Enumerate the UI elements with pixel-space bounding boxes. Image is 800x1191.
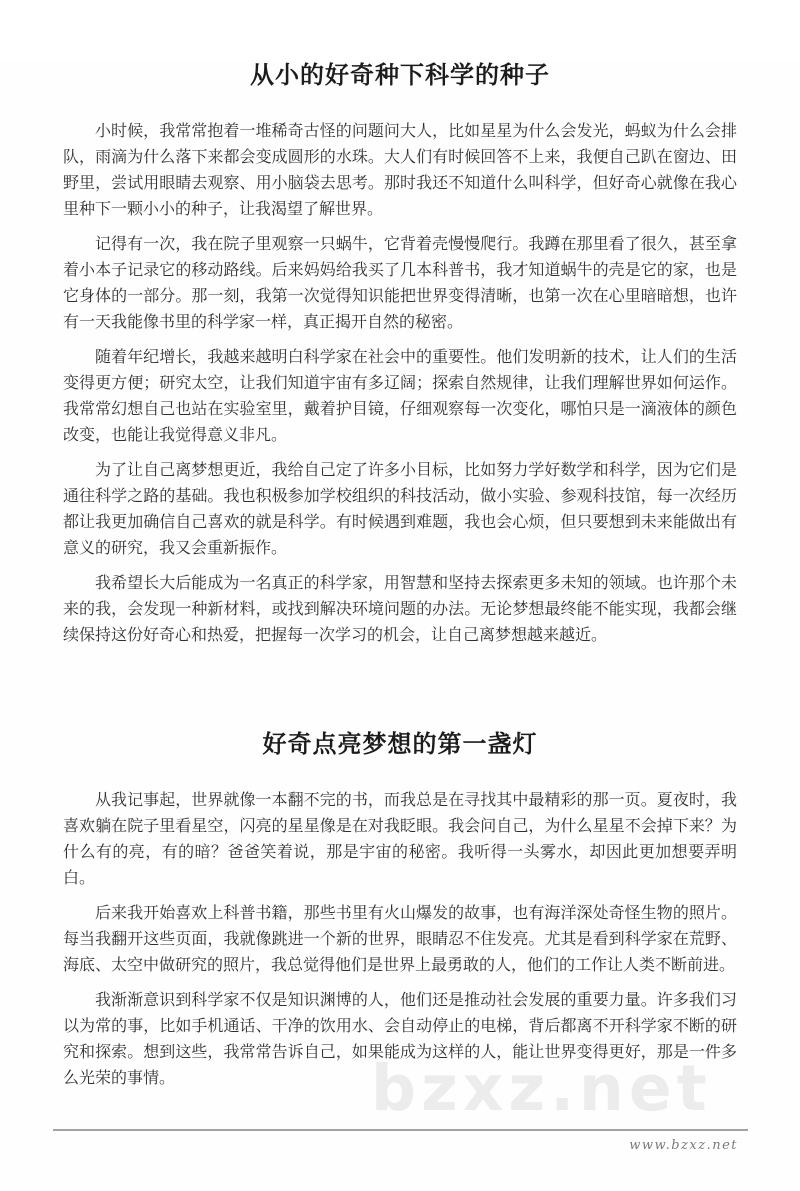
essay-section-1 — [63, 60, 737, 649]
essay-section-2 — [63, 729, 737, 1092]
essay-2-title: 好奇点亮梦想的第一盏灯 — [262, 731, 538, 758]
paragraph: 小时候，我常常抱着一堆稀奇古怪的问题问大人，比如星星为什么会发光，蚂蚁为什么会排队，雨滴为什么落下来都会变成圆形的水珠。大人们有时候回答不上来，我便自己趴在窗边、田野里，尝试用眼睛去观察、用小脑袋去思考。那时我还不知道什么叫科学，但好奇心就像在我心里种下一颗小小的种子，让我渴望了解世界。 — [63, 123, 737, 218]
paragraph: 后来我开始喜欢上科普书籍，那些书里有火山爆发的故事，也有海洋深处奇怪生物的照片。每当我翻开这些页面，我就像跳进一个新的世界，眼睛忍不住发亮。尤其是看到科学家在荒野、海底、太空中做研究的照片，我总觉得他们是世界上最勇敢的人，他们的工作让人类不断前进。 — [63, 905, 737, 974]
footer-url: www.bzxz.net — [629, 1138, 738, 1153]
page-content — [0, 60, 800, 1092]
essay-1-title: 从小的好奇种下科学的种子 — [250, 62, 550, 89]
paragraph: 我渐渐意识到科学家不仅是知识渊博的人，他们还是推动社会发展的重要力量。许多我们习以为常的事，比如手机通话、干净的饮用水、会自动停止的电梯，背后都离不开科学家不断的研究和探索。想到这些，我常常告诉自己，如果能成为这样的人，能让世界变得更好，那是一件多么光荣的事情。 — [63, 992, 737, 1087]
paragraph: 随着年纪增长，我越来越明白科学家在社会中的重要性。他们发明新的技术，让人们的生活变得更方便；研究太空，让我们知道宇宙有多辽阔；探索自然规律，让我们理解世界如何运作。我常常幻想自己也站在实验室里，戴着护目镜，仔细观察每一次变化，哪怕只是一滴液体的颜色改变，也能让我觉得意义非凡。 — [63, 349, 737, 444]
watermark-text: bzxz.net — [371, 1052, 712, 1125]
paragraph: 从我记事起，世界就像一本翻不完的书，而我总是在寻找其中最精彩的那一页。夏夜时，我喜欢躺在院子里看星空，闪亮的星星像是在对我眨眼。我会问自己，为什么星星不会掉下来？为什么有的亮，有的暗？爸爸笑着说，那是宇宙的秘密。我听得一头雾水，却因此更加想要弄明白。 — [63, 792, 737, 887]
paragraph: 记得有一次，我在院子里观察一只蜗牛，它背着壳慢慢爬行。我蹲在那里看了很久，甚至拿着小本子记录它的移动路线。后来妈妈给我买了几本科普书，我才知道蜗牛的壳是它的家，也是它身体的一部分。那一刻，我第一次觉得知识能把世界变得清晰，也第一次在心里暗暗想，也许有一天我能像书里的科学家一样，真正揭开自然的秘密。 — [63, 236, 737, 331]
paragraph: 为了让自己离梦想更近，我给自己定了许多小目标，比如努力学好数学和科学，因为它们是通往科学之路的基础。我也积极参加学校组织的科技活动，做小实验、参观科技馆，每一次经历都让我更加确信自己喜欢的就是科学。有时候遇到难题，我也会心烦，但只要想到未来能做出有意义的研究，我又会重新振作。 — [63, 462, 737, 557]
paragraph: 我希望长大后能成为一名真正的科学家，用智慧和坚持去探索更多未知的领域。也许那个未来的我，会发现一种新材料，或找到解决环境问题的办法。无论梦想最终能不能实现，我都会继续保持这份好奇心和热爱，把握每一次学习的机会，让自己离梦想越来越近。 — [63, 575, 737, 644]
document-page — [0, 60, 800, 1191]
